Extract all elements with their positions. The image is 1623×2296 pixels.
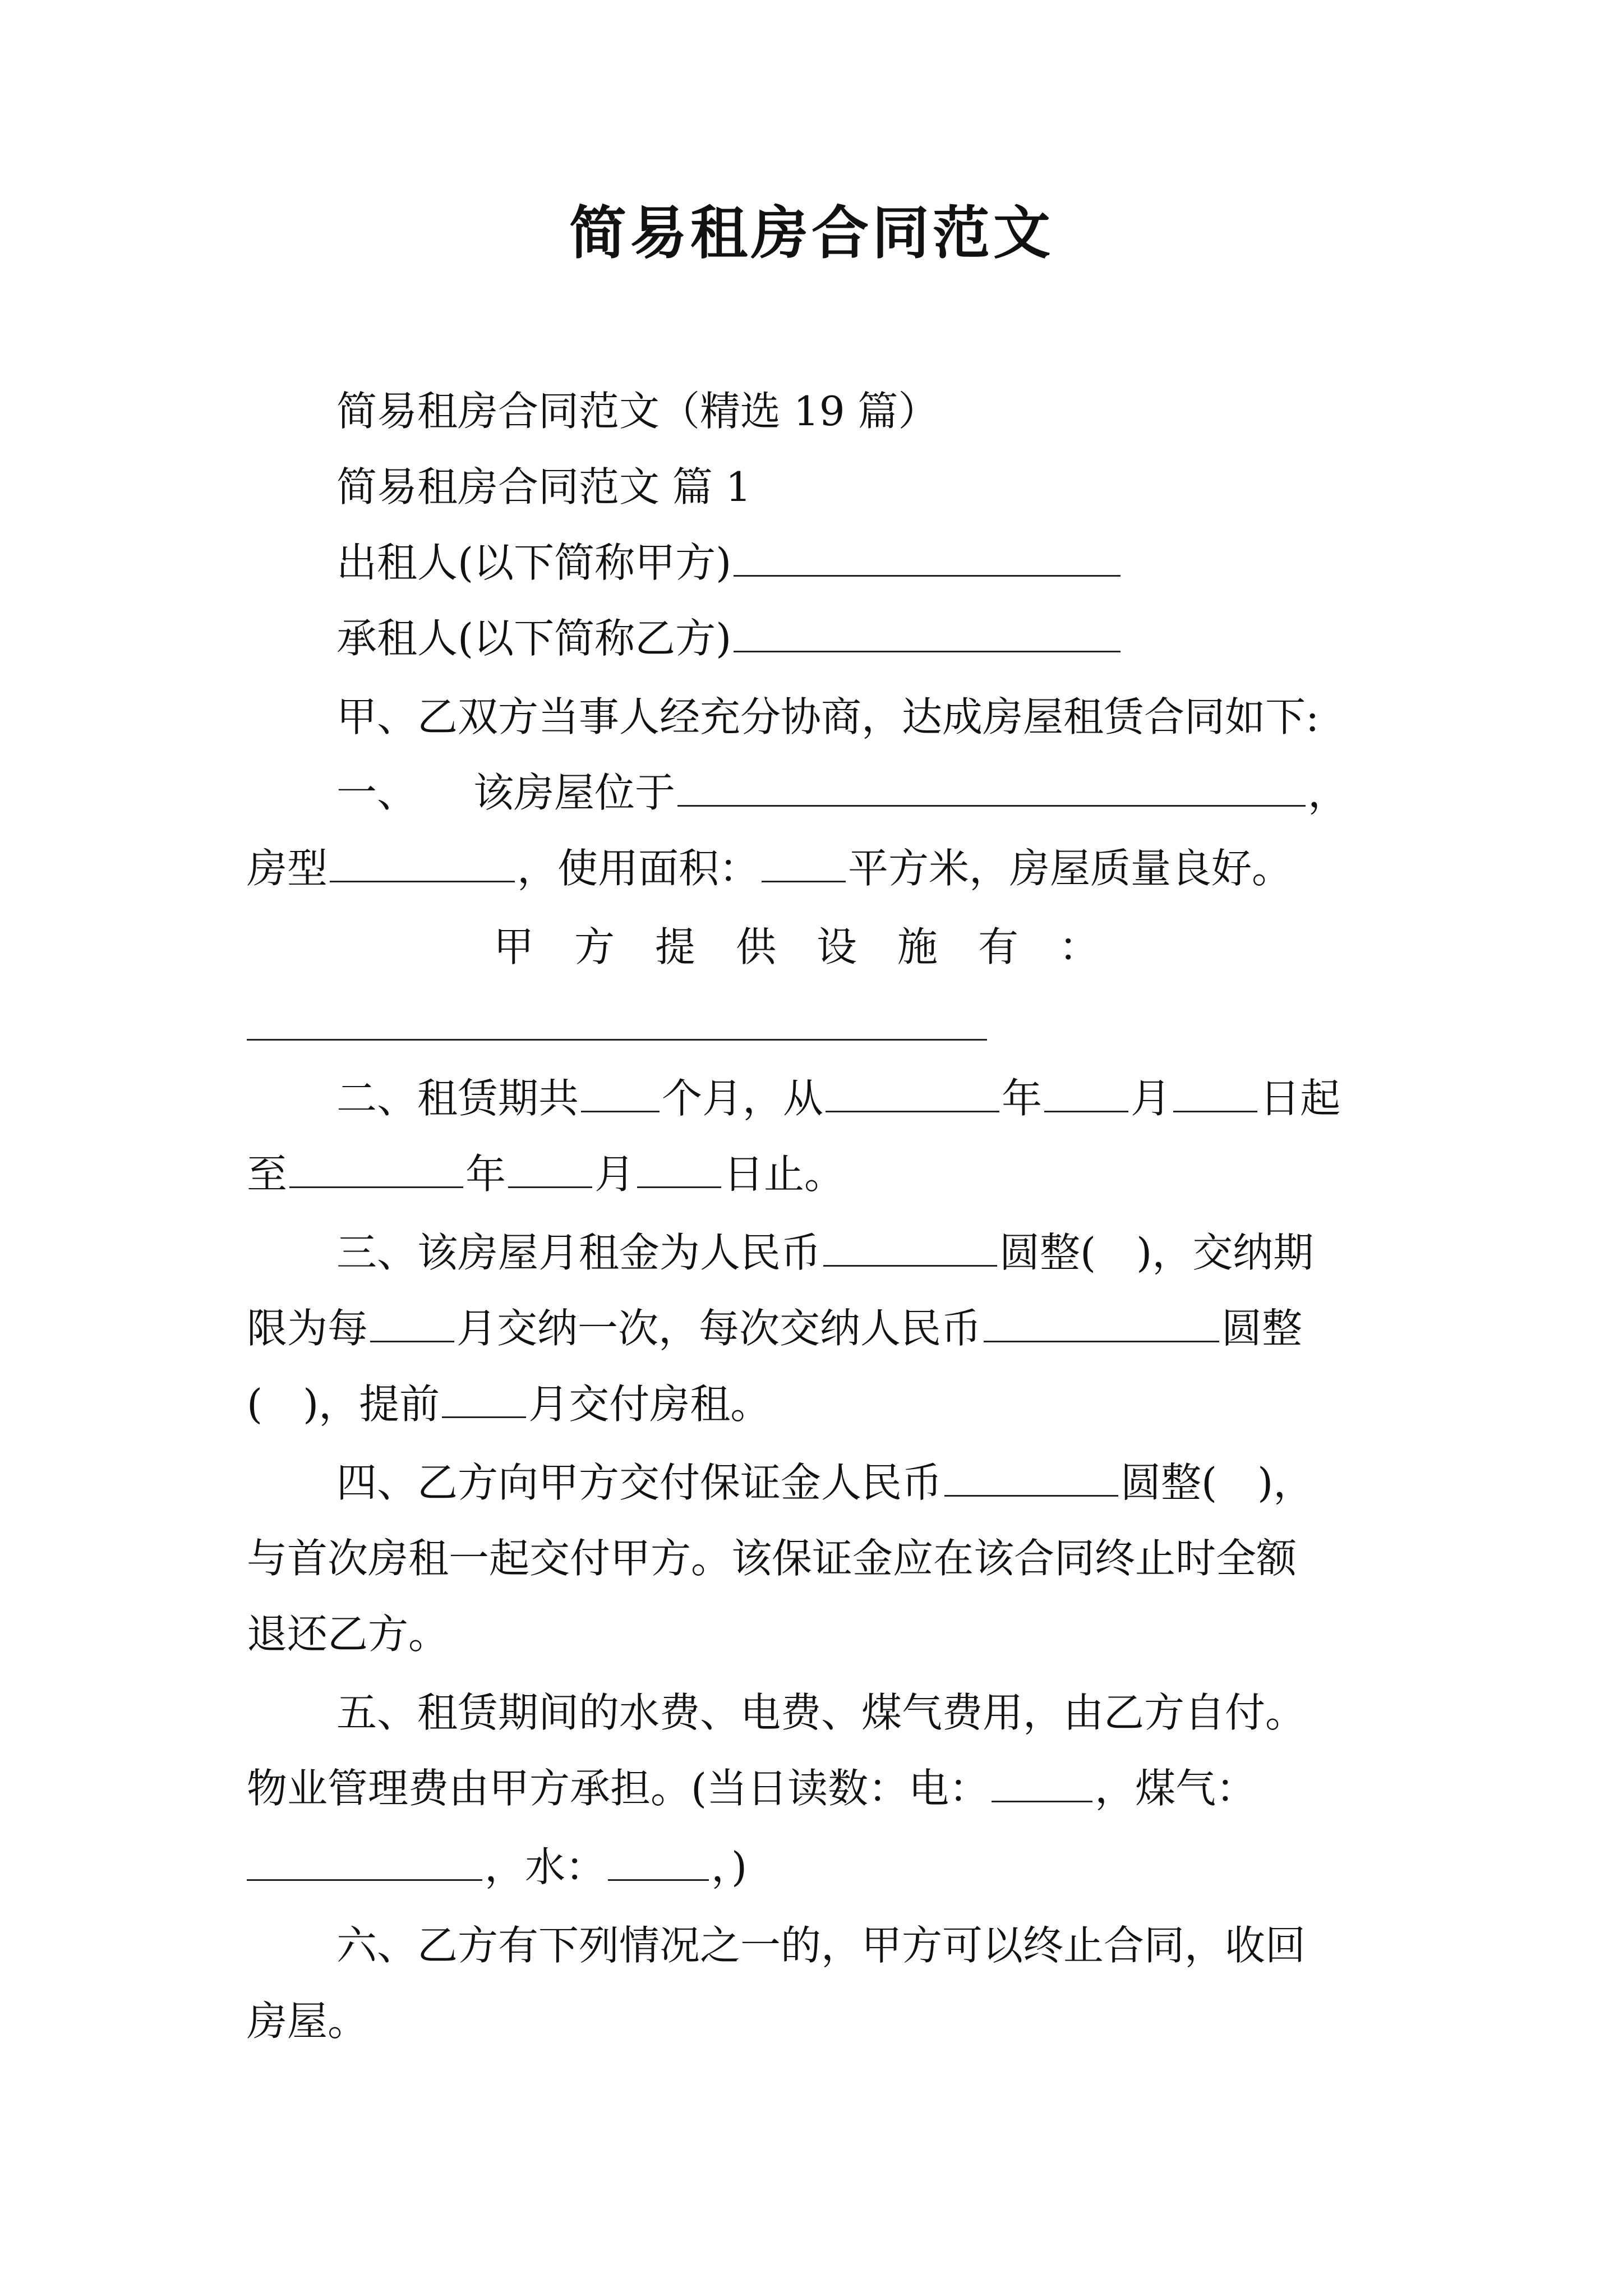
monthly-rent-blank (823, 1230, 997, 1267)
end-day-label: 日止。 (723, 1151, 845, 1198)
area-suffix: 平方米，房屋质量良好。 (848, 845, 1293, 892)
location-label: 该房屋位于 (473, 769, 676, 816)
clause4-line1 (336, 1458, 1313, 1507)
start-day-blank (1173, 1076, 1257, 1112)
clause3-payment-suffix: 圆整 (1221, 1305, 1303, 1352)
advance-months-blank (442, 1382, 526, 1418)
clause3-rent-label: 三、该房屋月租金为人民币 (336, 1229, 822, 1276)
section-heading: 简易租房合同范文 篇 1 (336, 463, 751, 510)
clause3-line1 (336, 1228, 1313, 1277)
deposit-blank (944, 1460, 1118, 1497)
lessor-line (336, 539, 1123, 587)
start-year-label: 年 (1002, 1075, 1043, 1122)
clause3-advance-suffix: 月交付房租。 (528, 1381, 771, 1428)
clause5-line2 (247, 1764, 1256, 1812)
house-type-label: 房型 (247, 845, 328, 892)
end-month-label: 月 (594, 1151, 635, 1198)
clause4-line3: 退还乙方。 (247, 1611, 449, 1658)
subtitle: 简易租房合同范文（精选 19 篇） (336, 388, 939, 435)
facilities-label: 甲 方 提 供 设 施 有 ： (494, 923, 1100, 970)
clause3-line3 (247, 1380, 771, 1428)
clause3-payment-label: 月交纳一次，每次交纳人民币 (457, 1305, 982, 1352)
clause4-deposit-label: 四、乙方向甲方交付保证金人民币 (336, 1459, 943, 1506)
end-year-label: 年 (465, 1151, 506, 1198)
clause3-period-label: 限为每 (247, 1305, 368, 1352)
clause1-line2 (247, 844, 1292, 892)
intro-text: 甲、乙双方当事人经充分协商，达成房屋租赁合同如下: (336, 693, 1320, 740)
clause1-line1 (336, 769, 1348, 817)
payment-period-blank (370, 1306, 454, 1342)
clause4-line2: 与首次房租一起交付甲方。该保证金应在该合同终止时全额 (247, 1535, 1297, 1582)
payment-amount-blank (984, 1306, 1219, 1342)
document-title: 简易租房合同范文 (569, 200, 1054, 267)
house-type-blank (330, 846, 515, 882)
clause1-prefix: 一、 (336, 769, 418, 816)
clause4-deposit-suffix: 圆整( )， (1121, 1459, 1314, 1506)
end-year-blank (289, 1152, 463, 1188)
clause5-gas-label: ，煤气： (1095, 1765, 1257, 1812)
clause2-to-label: 至 (247, 1151, 288, 1198)
clause3-rent-suffix: 圆整( )，交纳期 (999, 1229, 1314, 1276)
area-label: ，使用面积： (517, 845, 760, 892)
water-reading-blank (608, 1844, 709, 1881)
area-blank (762, 846, 846, 882)
lessee-line (336, 614, 1123, 662)
lessee-name-blank (734, 616, 1121, 652)
lessor-label: 出租人(以下简称甲方) (336, 539, 732, 586)
gas-reading-blank (247, 1844, 482, 1881)
clause5-water-label: ，水： (485, 1843, 606, 1890)
term-months-blank (581, 1076, 660, 1112)
electricity-reading-blank (992, 1766, 1092, 1802)
end-month-blank (508, 1152, 592, 1188)
clause5-line1: 五、租赁期间的水费、电费、煤气费用，由乙方自付。 (336, 1689, 1306, 1736)
start-month-label: 月 (1131, 1075, 1172, 1122)
start-day-label: 日起 (1260, 1075, 1341, 1122)
clause5-reading-suffix: ，) (711, 1843, 748, 1890)
clause6-line1: 六、乙方有下列情况之一的，甲方可以终止合同，收回 (336, 1922, 1306, 1969)
clause2-from-label: 个月，从 (662, 1075, 824, 1122)
lessee-label: 承租人(以下简称乙方) (336, 615, 732, 662)
start-month-blank (1044, 1076, 1128, 1112)
location-blank (677, 770, 1306, 807)
facilities-blank (247, 1039, 987, 1041)
clause3-advance-label: ( )，提前 (247, 1381, 440, 1428)
clause3-line2 (247, 1304, 1302, 1352)
clause1-comma: ， (1308, 769, 1349, 816)
clause5-reading-label: 物业管理费由甲方承担。(当日读数：电： (247, 1765, 990, 1812)
clause6-line2: 房屋。 (247, 1998, 368, 2045)
clause2-line1 (336, 1074, 1340, 1122)
start-year-blank (826, 1076, 999, 1112)
clause5-line3 (247, 1843, 747, 1891)
lessor-name-blank (734, 540, 1121, 577)
clause2-line2 (247, 1150, 845, 1198)
clause2-term-label: 二、租赁期共 (336, 1075, 579, 1122)
end-day-blank (637, 1152, 721, 1188)
